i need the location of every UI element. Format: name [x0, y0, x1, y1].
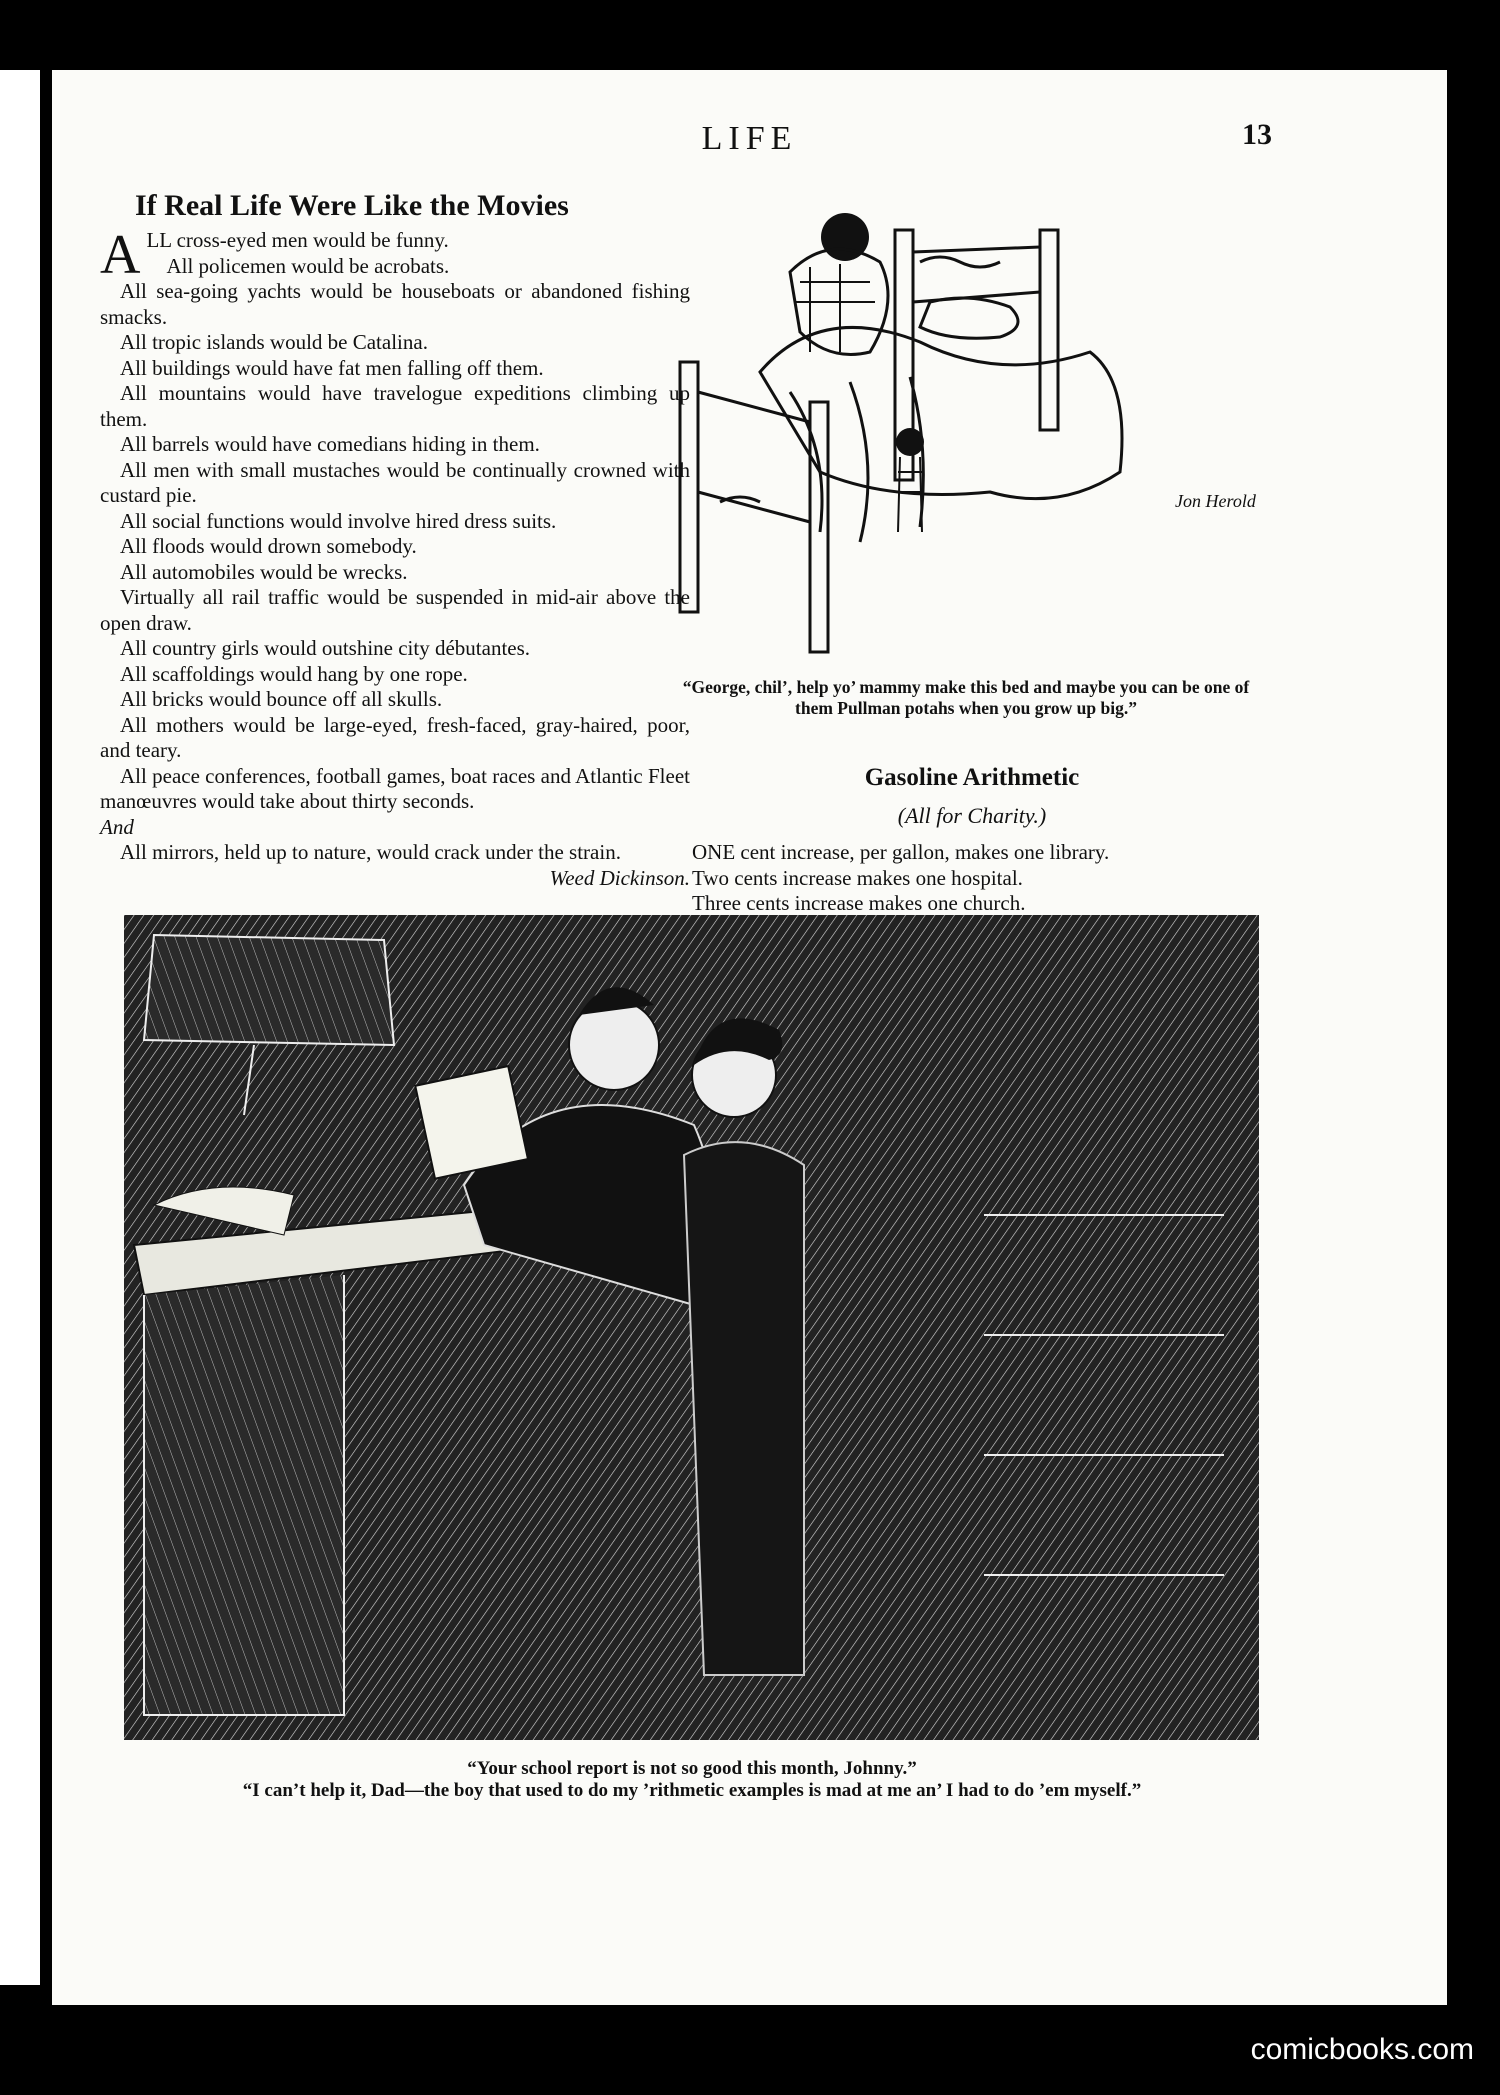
- caption-line-1: “Your school report is not so good this month, Johnny.”: [467, 1758, 917, 1779]
- page-number: 13: [1242, 118, 1272, 151]
- gasoline-article-title: Gasoline Arithmetic: [864, 764, 1080, 791]
- author-signature: Weed Dickinson.: [549, 865, 690, 890]
- poem-line: All bricks would bounce off all skulls.: [120, 687, 443, 711]
- poem-line: All buildings would have fat men falling off them.: [120, 355, 544, 380]
- gasoline-line: ONE cent increase, per gallon, makes one library.: [692, 840, 1110, 864]
- poem-line: All mountains would have travelogue expeditions climbing up them.: [100, 381, 690, 431]
- poem-line: All country girls would outshine city débutantes.: [120, 636, 531, 660]
- movies-article: [100, 188, 690, 891]
- caption-line-2: “I can’t help it, Dad—the boy that used to do my ’rithmetic examples is mad at me an’ I had to do ’em myself.”: [242, 1780, 1142, 1801]
- poem-line: All scaffoldings would hang by one rope.: [120, 661, 468, 686]
- poem-line: All floods would drown somebody.: [120, 534, 417, 558]
- poem-line: All peace conferences, football games, boat races and Atlantic Fleet manœuvres would take about thirty seconds.: [100, 763, 690, 813]
- poem-line: All men with small mustaches would be continually crowned with custard pie.: [100, 457, 690, 507]
- movies-article-body: [100, 224, 690, 890]
- movies-article-title: If Real Life Were Like the Movies: [135, 189, 569, 222]
- bed-cartoon-caption: “George, chil’, help yo’ mammy make this bed and maybe you can be one of them Pullman potahs when you grow up big.”: [682, 677, 1250, 718]
- poem-line: All social functions would involve hired dress suits.: [120, 508, 557, 533]
- study-cartoon-illustration: [124, 915, 1259, 1740]
- poem-and: And: [100, 814, 134, 839]
- poem-closing: All mirrors, held up to nature, would crack under the strain. Weed Dickinson.: [120, 840, 690, 890]
- poem-first-line: ALL cross-eyed men would be funny.: [100, 224, 449, 286]
- artist-signature: Jon Herold: [1175, 491, 1256, 511]
- poem-line: All tropic islands would be Catalina.: [120, 330, 428, 354]
- woman-figure: [790, 213, 888, 355]
- site-watermark: comicbooks.com: [1250, 2033, 1474, 2066]
- gasoline-article-subtitle: (All for Charity.): [897, 803, 1047, 828]
- drop-cap: A: [100, 224, 141, 286]
- poem-line: All mothers would be large-eyed, fresh-faced, gray-haired, poor, and teary.: [100, 712, 690, 762]
- gasoline-line: Three cents increase makes one church.: [692, 891, 1026, 915]
- bed-cartoon-illustration: [670, 192, 1280, 667]
- poem-line: Virtually all rail traffic would be suspended in mid-air above the open draw.: [100, 585, 690, 635]
- poem-line: All sea-going yachts would be houseboats or abandoned fishing smacks.: [100, 279, 690, 329]
- magazine-title: LIFE: [701, 120, 798, 157]
- magazine-page: [52, 70, 1447, 2005]
- study-cartoon-caption: [222, 1758, 1162, 1802]
- gasoline-line: Two cents increase makes one hospital.: [692, 865, 1023, 890]
- poem-line: All barrels would have comedians hiding in them.: [120, 432, 540, 456]
- poem-line: All policemen would be acrobats.: [166, 253, 450, 278]
- previous-page-edge: [0, 70, 40, 1985]
- poem-line: All automobiles would be wrecks.: [120, 559, 408, 584]
